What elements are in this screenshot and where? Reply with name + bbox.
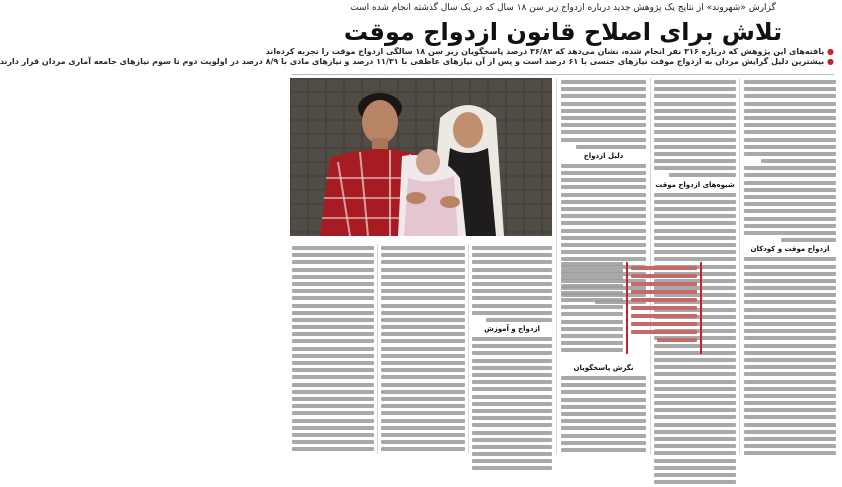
text-column-3c	[561, 362, 646, 455]
couple-with-baby-image	[290, 78, 552, 236]
column-subhead: دلیل ازدواج	[583, 151, 624, 160]
lead-line-1: ● یافته‌های این پژوهش که درباره ۳۱۶ نفر انجام شده، نشان می‌دهد که ۳۶/۸۲ درصد پاسخگویان زیر سن ۱۸ سالگی ازدواج موقت را تجربه کرده‌اند	[265, 47, 834, 56]
pull-quote	[626, 262, 702, 354]
column-divider	[468, 244, 469, 454]
bullet-icon: ●	[824, 57, 834, 66]
header-divider	[292, 74, 834, 75]
text-column-1	[744, 80, 836, 459]
article-photo	[290, 78, 552, 236]
column-divider	[377, 244, 378, 454]
column-divider	[739, 78, 740, 454]
bullet-icon: ●	[824, 47, 834, 56]
column-subhead: ازدواج موقت و کودکان	[750, 245, 830, 254]
column-subhead: شیوه‌های ازدواج موقت	[655, 180, 735, 189]
column-divider	[556, 78, 557, 454]
article-lead	[0, 47, 834, 67]
article-kicker: گزارش «شهروند» از نتایج یک پژوهش جدید درباره ازدواج زیر سن ۱۸ سال که در یک سال گذشته انجام شده است	[350, 3, 776, 13]
column-subhead: ازدواج و آموزش	[484, 325, 540, 334]
text-column-3b	[561, 262, 623, 355]
lead-line-2: ● بیشترین دلیل گرایش مردان به ازدواج موقت نیازهای جنسی با ۶۱ درصد است و پس از آن نیازهای عاطفی با ۱۱/۳۱ درصد و نیازهای مادی با ۸/۹ درصد در اولویت دوم تا سوم نیازهای جامعه آماری مردان قرار دارند	[0, 57, 834, 66]
column-subhead: نگرش پاسخگویان	[573, 364, 634, 372]
text-column-5	[381, 246, 465, 454]
text-column-6	[292, 246, 374, 454]
article-headline: تلاش برای اصلاح قانون ازدواج موقت	[343, 18, 783, 46]
text-column-4	[472, 246, 552, 474]
